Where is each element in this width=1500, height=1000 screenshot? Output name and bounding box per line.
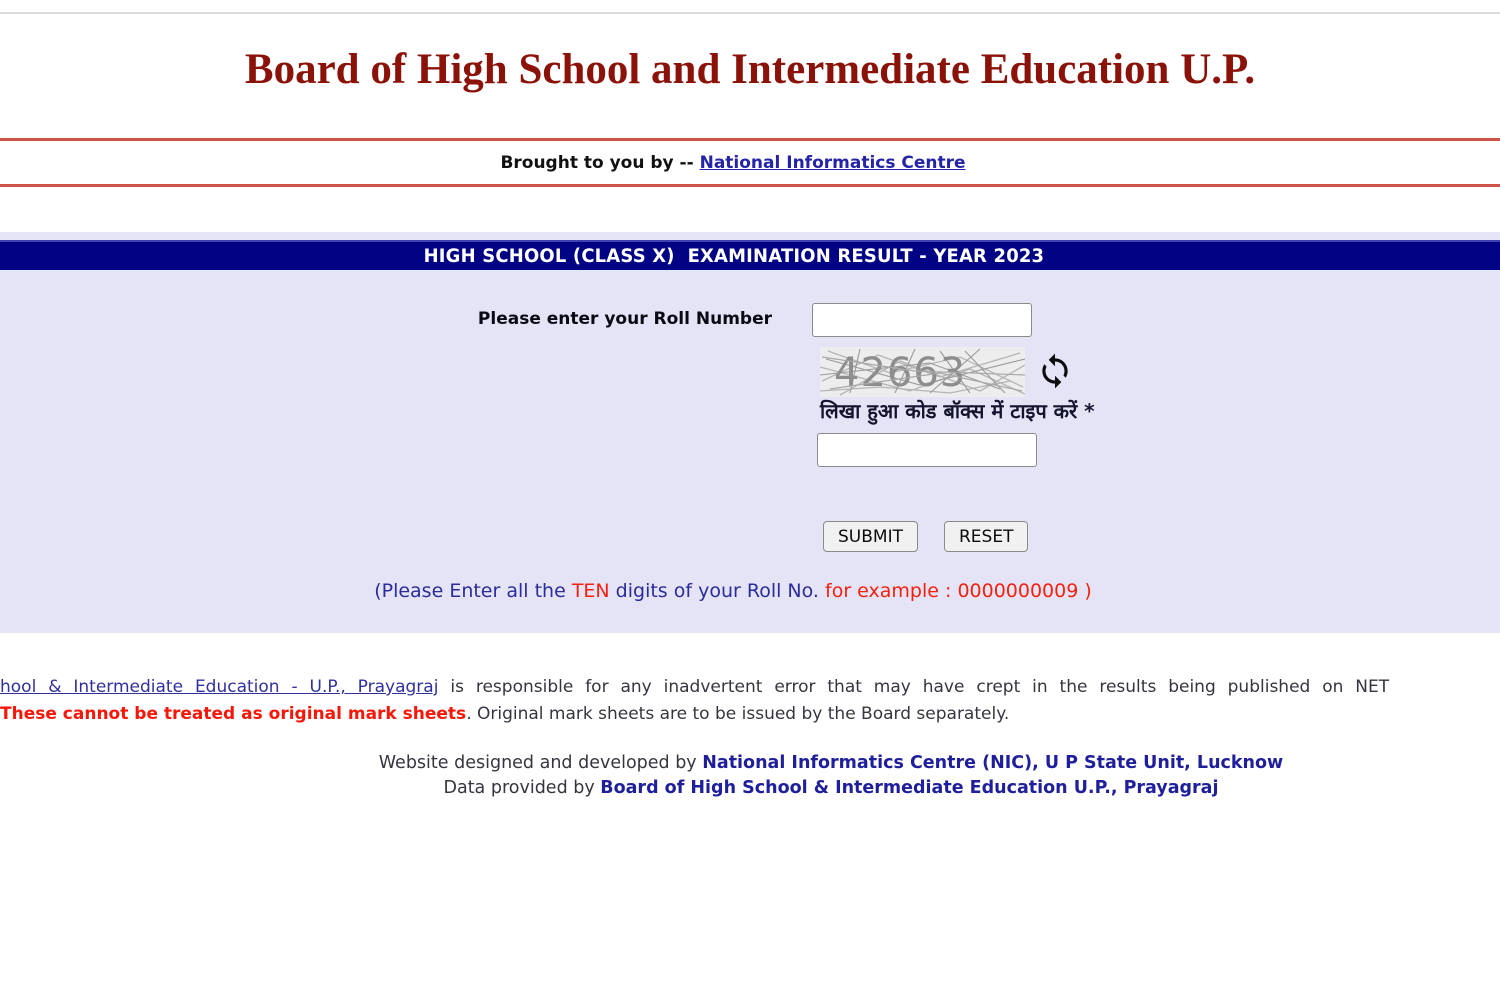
captcha-hint-hindi: लिखा हुआ कोड बॉक्स में टाइप करें * xyxy=(820,399,1095,423)
roll-number-note xyxy=(0,580,1466,602)
footer-developed-by-label: Website designed and developed by xyxy=(378,753,703,773)
note-example: for example : 0000000009 ) xyxy=(825,580,1092,602)
result-panel xyxy=(0,232,1500,633)
top-divider xyxy=(0,12,1500,14)
footer-line-1 xyxy=(0,751,1500,776)
disclaimer-line-2 xyxy=(0,701,1500,727)
disclaimer-line-1-text: is responsible for any inadvertent error that may have crept in the results being published on NET xyxy=(438,677,1390,697)
tagline-prefix: Brought to you by -- xyxy=(500,153,700,173)
footer-board-name: Board of High School & Intermediate Education U.P., Prayagraj xyxy=(600,778,1219,798)
tagline xyxy=(0,153,1466,173)
roll-number-input[interactable] xyxy=(812,303,1032,337)
nic-link[interactable]: National Informatics Centre xyxy=(699,153,966,173)
disclaimer-line-2-text: . Original mark sheets are to be issued by the Board separately. xyxy=(466,704,1010,724)
disclaimer-red-warning: These cannot be treated as original mark sheets xyxy=(0,704,467,724)
refresh-icon xyxy=(1036,352,1074,390)
reset-button[interactable]: RESET xyxy=(944,521,1028,552)
footer-line-2 xyxy=(0,776,1500,801)
note-ten: TEN xyxy=(571,580,610,602)
captcha-input[interactable] xyxy=(817,433,1037,467)
disclaimer-line-1 xyxy=(0,674,1500,701)
page-title: Board of High School and Intermediate Education U.P. xyxy=(244,45,1256,93)
captcha-refresh-button[interactable] xyxy=(1035,352,1075,392)
submit-button[interactable]: SUBMIT xyxy=(823,521,918,552)
board-link[interactable]: hool & Intermediate Education - U.P., Prayagraj xyxy=(0,677,439,697)
captcha-image xyxy=(820,347,1025,397)
captcha-code-text: 42663 xyxy=(834,350,967,396)
exam-result-banner-title: HIGH SCHOOL (CLASS X) EXAMINATION RESULT - YEAR 2023 xyxy=(423,245,1045,267)
disclaimer xyxy=(0,674,1500,727)
footer-nic-name: National Informatics Centre (NIC), U P State Unit, Lucknow xyxy=(702,753,1284,773)
roll-number-label: Please enter your Roll Number xyxy=(477,309,772,329)
note-text-2: digits of your Roll No. xyxy=(609,580,826,602)
footer xyxy=(0,751,1500,801)
exam-result-banner xyxy=(0,240,1500,270)
red-divider-bottom xyxy=(0,184,1500,187)
red-divider-top xyxy=(0,138,1500,141)
footer-data-provided-label: Data provided by xyxy=(443,778,601,798)
note-text-1: (Please Enter all the xyxy=(374,580,572,602)
